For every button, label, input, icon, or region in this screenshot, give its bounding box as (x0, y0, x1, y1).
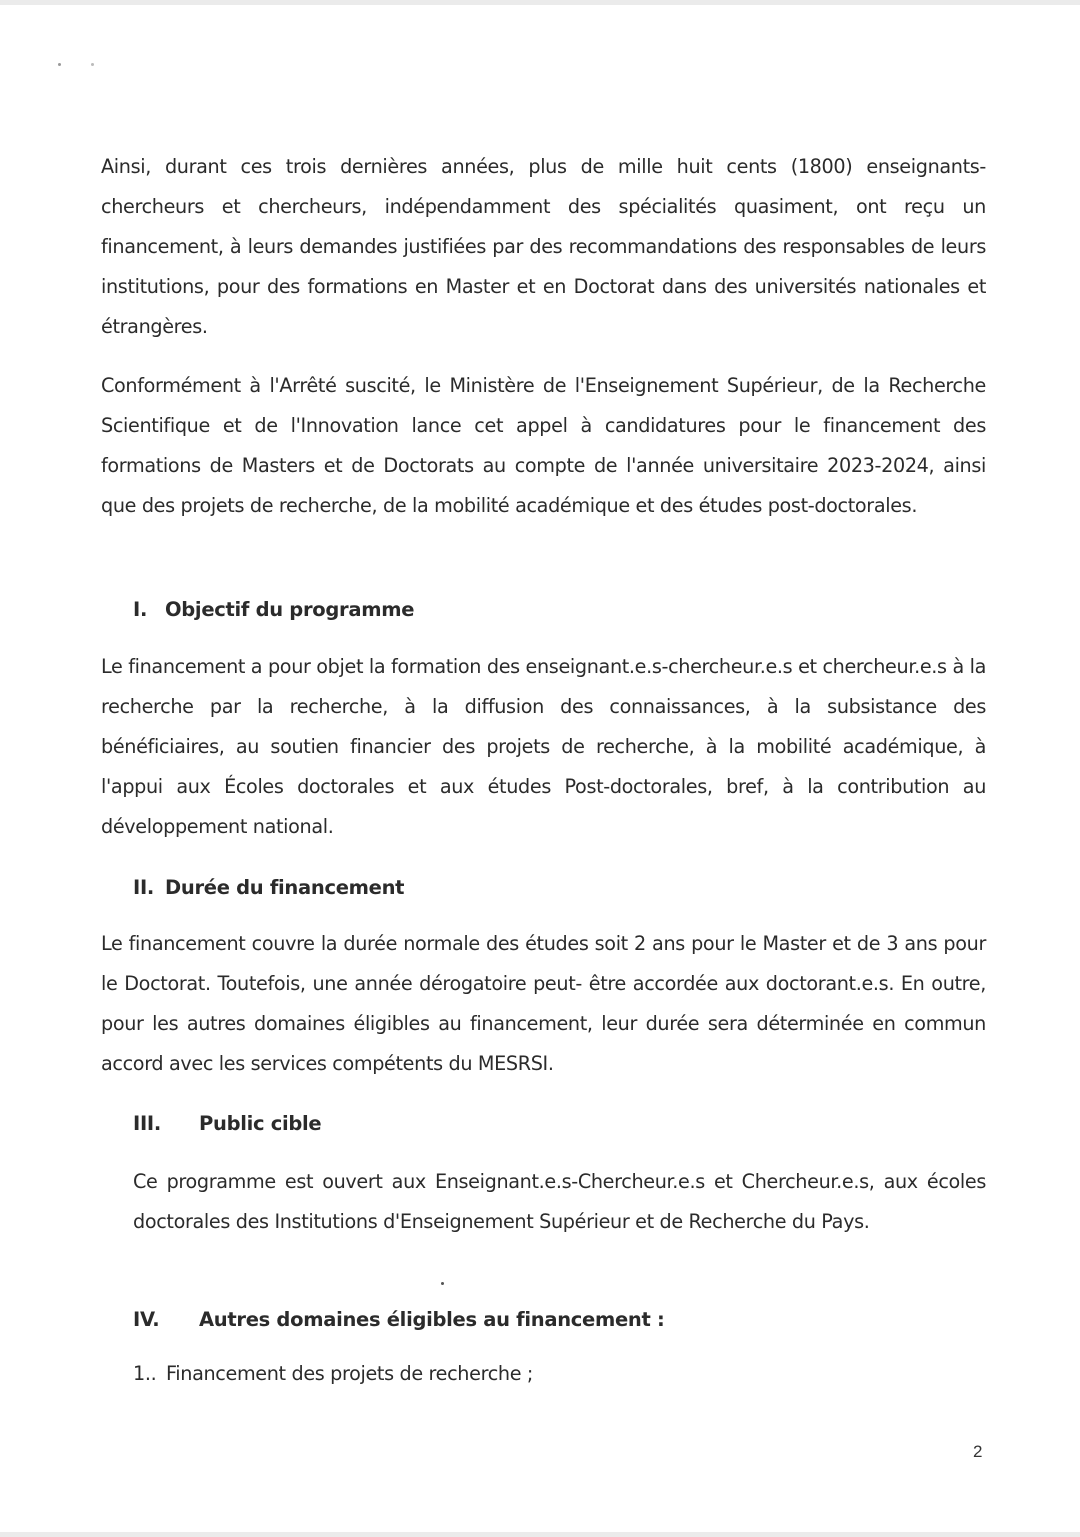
section-title: Durée du financement (165, 876, 405, 899)
list-item-number: 1.. (133, 1362, 157, 1385)
list-item-text: Financement des projets de recherche ; (166, 1362, 534, 1385)
section-title: Objectif du programme (165, 598, 415, 621)
section-title: Autres domaines éligibles au financement : (199, 1308, 665, 1331)
paragraph-call-for-applications: Conformément à l'Arrêté suscité, le Ministère de l'Enseignement Supérieur, de la Recherche Scientifique et de l'Innovation lance cet appel à candidatures pour le financement des formations de Masters et de Doctorats au compte de l'année universitaire 2023-2024, ainsi que des projets de recherche, de la mobilité académique et des études post-doctorales. (101, 374, 986, 517)
document-page (0, 5, 1080, 1532)
scan-speck (441, 1282, 444, 1285)
scan-speck (91, 63, 94, 66)
section-number: IV. (133, 1308, 160, 1331)
section-body-public-cible: Ce programme est ouvert aux Enseignant.e.s-Chercheur.e.s et Chercheur.e.s, aux écoles doctorales des Institutions d'Enseignement Supérieur et de Recherche du Pays. (133, 1170, 986, 1233)
section-heading-public-cible (133, 1112, 321, 1135)
list-item-projets-recherche (133, 1362, 533, 1385)
section-number: III. (133, 1112, 161, 1135)
paragraph-intro: Ainsi, durant ces trois dernières années, plus de mille huit cents (1800) enseignants-chercheurs et chercheurs, indépendamment des spécialités quasiment, ont reçu un financement, à leurs demandes justifiées par des recommandations des responsables de leurs institutions, pour des formations en Master et en Doctorat dans des universités nationales et étrangères. (101, 155, 986, 338)
section-heading-duree (133, 876, 404, 899)
section-number: I. (133, 598, 148, 621)
section-body-objectif: Le financement a pour objet la formation des enseignant.e.s-chercheur.e.s et chercheur.e.s à la recherche par la recherche, à la diffusion des connaissances, à la subsistance des bénéficiaires, au soutien financier des projets de recherche, à la mobilité académique, à l'appui aux Écoles doctorales et aux études Post-doctorales, bref, à la contribution au développement national. (101, 655, 986, 838)
section-heading-objectif (133, 598, 414, 621)
section-title: Public cible (199, 1112, 322, 1135)
section-number: II. (133, 876, 155, 899)
scan-speck (58, 63, 61, 66)
section-heading-autres-domaines (133, 1308, 665, 1331)
section-body-duree: Le financement couvre la durée normale des études soit 2 ans pour le Master et de 3 ans pour le Doctorat. Toutefois, une année dérogatoire peut- être accordée aux doctorant.e.s. En outre, pour les autres domaines éligibles au financement, leur durée sera déterminée en commun accord avec les services compétents du MESRSI. (101, 932, 986, 1075)
page-number: 2 (973, 1442, 983, 1461)
